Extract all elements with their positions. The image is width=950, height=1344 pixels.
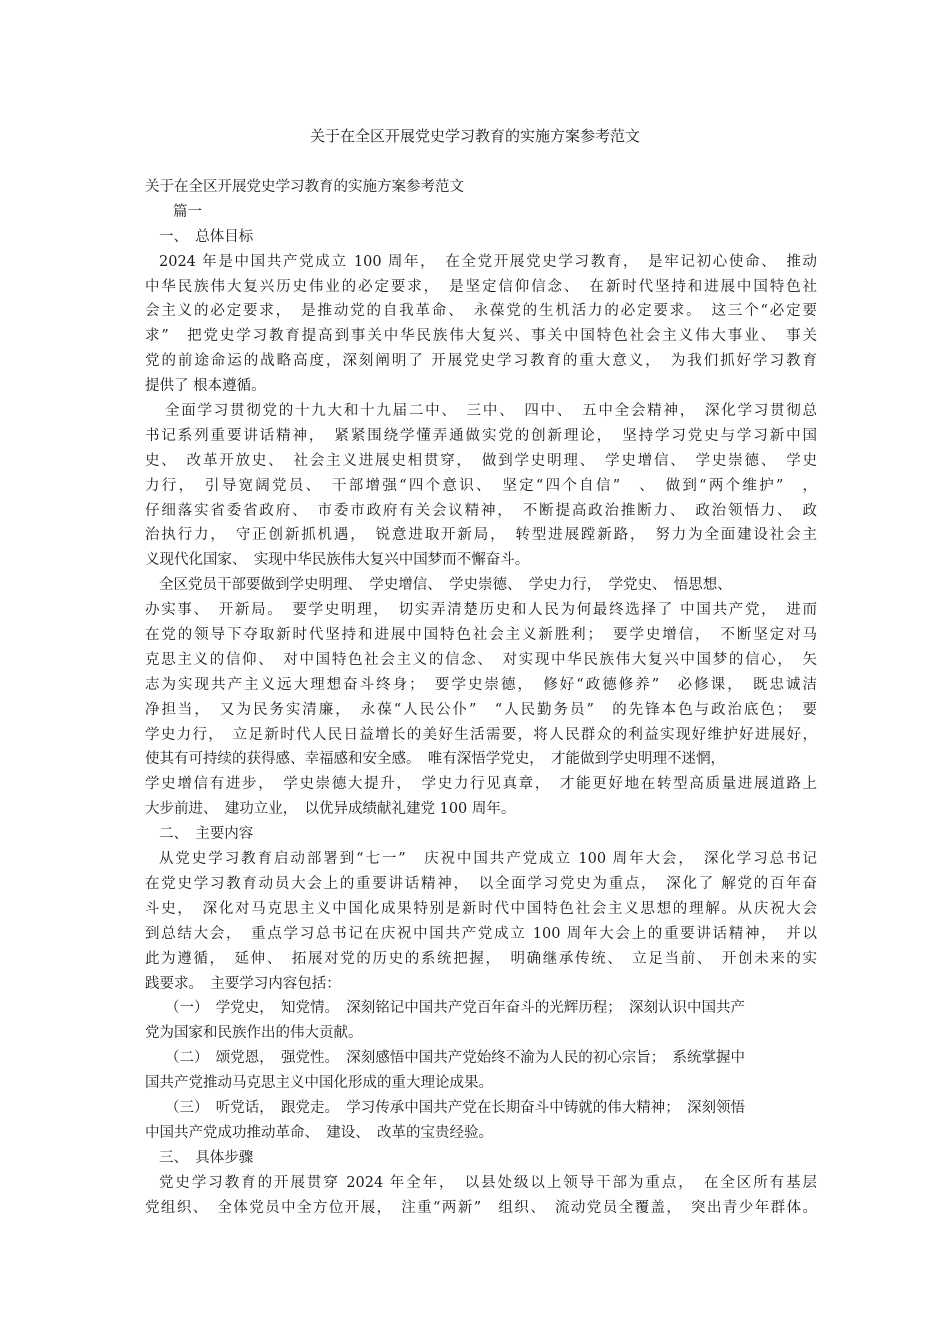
- text-line: 关于在全区开展党史学习教育的实施方案参考范文: [145, 179, 464, 195]
- text-line: 践要求。 主要学习内容包括：: [145, 975, 341, 992]
- document-body: [145, 175, 817, 1220]
- text-line: 大步前进、 建功立业， 以优异成绩献礼建党 100 周年。: [145, 801, 516, 818]
- text-line: 篇一: [173, 203, 202, 220]
- text-line: 会主义的必定要求， 是推动党的自我革命、 永葆党的生机活力的必定要求。 这三个“必定要: [145, 303, 817, 320]
- text-line: 在党的领导下夺取新时代坚持和进展中国特色社会主义新胜利； 要学史增信， 不断坚定对马: [145, 627, 817, 644]
- text-line: 学史力行， 立足新时代人民日益增长的美好生活需要，将人民群众的利益实现好维护好进展好，: [145, 726, 817, 743]
- text-line: 仔细落实省委省政府、 市委市政府有关会议精神， 不断提高政治推断力、 政治领悟力、 政: [145, 502, 817, 519]
- text-line: （三） 听党话， 跟党走。 学习传承中国共产党在长期奋斗中铸就的伟大精神； 深刻领悟: [165, 1099, 745, 1116]
- text-line: 义现代化国家、 实现中华民族伟大复兴中国梦而不懈奋斗。: [145, 552, 530, 569]
- text-line: 中国共产党成功推动革命、 建设、 改革的宝贵经验。: [145, 1124, 493, 1141]
- text-line: 此为遵循， 延伸、 拓展对党的历史的系统把握， 明确继承传统、 立足当前、 开创未来的实: [145, 950, 817, 967]
- text-line: 党史学习教育的开展贯穿 2024 年全年， 以县处级以上领导干部为重点， 在全区所有基层: [159, 1174, 817, 1191]
- text-line: 克思主义的信仰、 对中国特色社会主义的信念、 对实现中华民族伟大复兴中国梦的信心， 矢: [145, 651, 817, 668]
- text-line: 全区党员干部要做到学史明理、 学史增信、 学史崇德、 学史力行， 学党史、 悟思想、: [159, 577, 732, 594]
- text-line: 志为实现共产主义远大理想奋斗终身； 要学史崇德， 修好“政德修养” 必修课， 既忠诚洁: [145, 676, 817, 693]
- text-line: 使其有可持续的获得感、幸福感和安全感。 唯有深悟学党史， 才能做到学史明理不迷惘，: [145, 751, 725, 768]
- text-line: 二、 主要内容: [159, 826, 254, 843]
- text-line: 在党史学习教育动员大会上的重要讲话精神， 以全面学习党史为重点， 深化了 解党的百年奋: [145, 875, 817, 892]
- text-line: 中华民族伟大复兴历史伟业的必定要求， 是坚定信仰信念、 在新时代坚持和进展中国特色社: [145, 278, 817, 295]
- text-line: 从党史学习教育启动部署到“七一” 庆祝中国共产党成立 100 周年大会， 深化学习总书记: [159, 851, 817, 868]
- text-line: 提供了 根本遵循。: [145, 378, 266, 395]
- text-line: 治执行力， 守正创新抓机遇， 锐意进取开新局， 转型进展蹚新路， 努力为全面建设社会主: [145, 527, 817, 544]
- text-line: 力行， 引导宽阔党员、 干部增强“四个意识、 坚定“四个自信” 、 做到“两个维护” ，: [145, 477, 817, 494]
- text-line: 2024 年是中国共产党成立 100 周年， 在全党开展党史学习教育， 是牢记初心使命、 推动: [159, 253, 817, 270]
- text-line: 学史增信有进步， 学史崇德大提升， 学史力行见真章， 才能更好地在转型高质量进展道路上: [145, 776, 817, 793]
- text-line: 求” 把党史学习教育提高到事关中华民族伟大复兴、事关中国特色社会主义伟大事业、 事关: [145, 328, 817, 345]
- text-line: 史、 改革开放史、 社会主义进展史相贯穿， 做到学史明理、 学史增信、 学史崇德、 学史: [145, 452, 817, 469]
- text-line: 斗史， 深化对马克思主义中国化成果特别是新时代中国特色社会主义思想的理解。从庆祝大会: [145, 900, 817, 917]
- text-line: 净担当， 又为民务实清廉， 永葆“人民公仆” “人民勤务员” 的先锋本色与政治底色； 要: [145, 701, 817, 718]
- document-title: 关于在全区开展党史学习教育的实施方案参考范文: [309, 127, 640, 145]
- text-line: 办实事、 开新局。 要学史明理， 切实弄清楚历史和人民为何最终选择了 中国共产党， 进而: [145, 602, 817, 619]
- text-line: 书记系列重要讲话精神， 紧紧围绕学懂弄通做实党的创新理论， 坚持学习党史与学习新中国: [145, 427, 817, 444]
- text-line: 一、 总体目标: [159, 228, 254, 245]
- text-line: 党为国家和民族作出的伟大贡献。: [145, 1025, 363, 1042]
- text-line: 党的前途命运的战略高度，深刻阐明了 开展党史学习教育的重大意义， 为我们抓好学习教育: [145, 353, 817, 370]
- text-line: （一） 学党史， 知党情。 深刻铭记中国共产党百年奋斗的光辉历程； 深刻认识中国共产: [165, 1000, 745, 1017]
- text-line: （二） 颂党恩， 强党性。 深刻感悟中国共产党始终不渝为人民的初心宗旨； 系统掌握中: [165, 1050, 745, 1067]
- text-line: 国共产党推动马克思主义中国化形成的重大理论成果。: [145, 1075, 493, 1092]
- text-line: 党组织、 全体党员中全方位开展， 注重“两新” 组织、 流动党员全覆盖， 突出青少年群体。: [145, 1199, 817, 1216]
- text-line: 全面学习贯彻党的十九大和十九届二中、 三中、 四中、 五中全会精神， 深化学习贯彻总: [165, 403, 817, 420]
- text-line: 到总结大会， 重点学习总书记在庆祝中国共产党成立 100 周年大会上的重要讲话精神， 并以: [145, 925, 817, 942]
- text-line: 三、 具体步骤: [159, 1149, 254, 1166]
